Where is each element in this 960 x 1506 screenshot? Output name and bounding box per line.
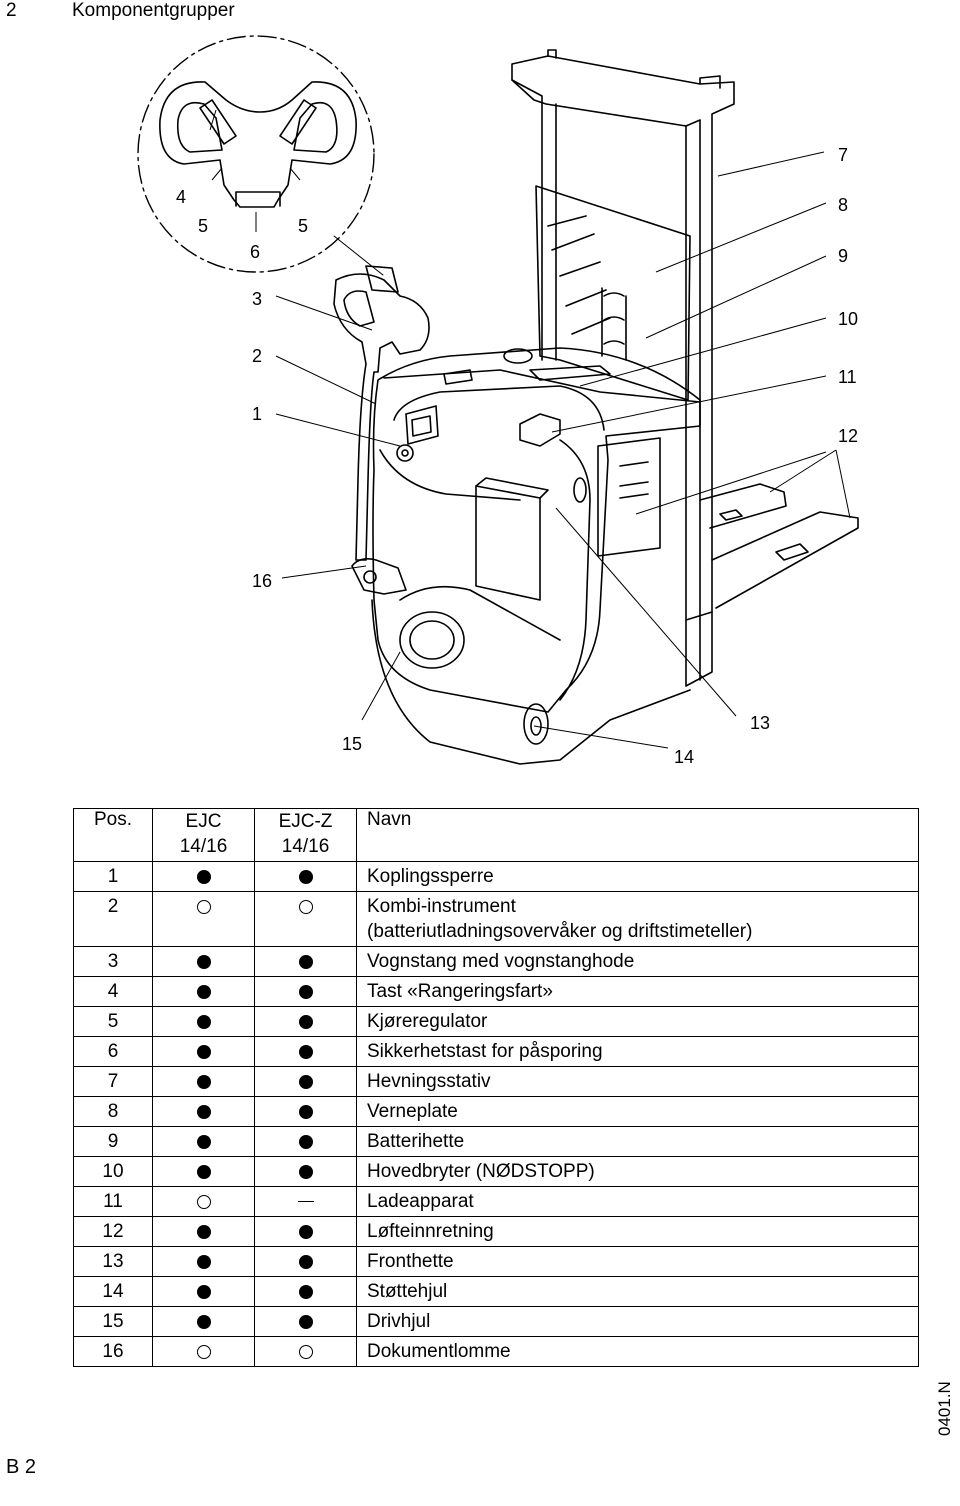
row-ejc-z-mark — [255, 1187, 357, 1217]
row-pos: 10 — [74, 1157, 153, 1187]
row-ejc-mark — [153, 1217, 255, 1247]
row-ejc-z-mark — [255, 1247, 357, 1277]
row-pos: 9 — [74, 1127, 153, 1157]
row-ejc-z-mark — [255, 1217, 357, 1247]
callout-12: 12 — [838, 426, 859, 446]
standard-dot-icon — [299, 1225, 313, 1239]
row-name: Sikkerhetstast for påsporing — [357, 1037, 919, 1067]
component-table — [73, 808, 919, 1367]
row-name: Støttehjul — [357, 1277, 919, 1307]
callout-10: 10 — [838, 309, 859, 329]
standard-dot-icon — [197, 1285, 211, 1299]
table-row — [74, 1007, 919, 1037]
row-ejc-mark — [153, 1067, 255, 1097]
table-row — [74, 1217, 919, 1247]
standard-dot-icon — [197, 1255, 211, 1269]
table-row — [74, 1037, 919, 1067]
row-pos: 14 — [74, 1277, 153, 1307]
row-pos: 8 — [74, 1097, 153, 1127]
page-number: B 2 — [6, 1456, 37, 1478]
row-ejc-z-mark — [255, 862, 357, 892]
row-ejc-z-mark — [255, 1097, 357, 1127]
section-number: 2 — [6, 0, 17, 21]
callout-8: 8 — [838, 195, 849, 215]
row-name: Hevningsstativ — [357, 1067, 919, 1097]
standard-dot-icon — [299, 1315, 313, 1329]
table-header-row — [74, 809, 919, 862]
row-ejc-z-mark — [255, 1067, 357, 1097]
table-row — [74, 1067, 919, 1097]
callout-16: 16 — [252, 571, 273, 591]
row-pos: 15 — [74, 1307, 153, 1337]
row-pos: 6 — [74, 1037, 153, 1067]
row-ejc-mark — [153, 1307, 255, 1337]
row-name: Kjøreregulator — [357, 1007, 919, 1037]
callout-1: 1 — [252, 404, 263, 424]
standard-dot-icon — [299, 955, 313, 969]
standard-dot-icon — [299, 1255, 313, 1269]
table-row — [74, 1097, 919, 1127]
callout-15: 15 — [342, 734, 363, 754]
row-ejc-mark — [153, 1127, 255, 1157]
row-name: Drivhjul — [357, 1307, 919, 1337]
document-code: 0401.N — [935, 1381, 954, 1436]
row-name: Ladeapparat — [357, 1187, 919, 1217]
section-title: Komponentgrupper — [72, 0, 235, 21]
row-pos: 5 — [74, 1007, 153, 1037]
callout-14: 14 — [674, 747, 695, 767]
standard-dot-icon — [299, 1015, 313, 1029]
standard-dot-icon — [197, 1315, 211, 1329]
row-ejc-mark — [153, 1247, 255, 1277]
row-ejc-z-mark — [255, 1157, 357, 1187]
row-name: Kombi-instrument (batteriutladningsovervåker og driftstimeteller) — [357, 892, 919, 947]
standard-dot-icon — [197, 1075, 211, 1089]
callout-3: 3 — [252, 289, 263, 309]
standard-dot-icon — [299, 870, 313, 884]
row-ejc-mark — [153, 1337, 255, 1367]
detail-connector — [334, 236, 383, 275]
row-pos: 7 — [74, 1067, 153, 1097]
row-ejc-z-mark — [255, 1337, 357, 1367]
standard-dot-icon — [299, 985, 313, 999]
row-ejc-mark — [153, 977, 255, 1007]
row-name: Batterihette — [357, 1127, 919, 1157]
row-pos: 1 — [74, 862, 153, 892]
row-pos: 11 — [74, 1187, 153, 1217]
row-ejc-z-mark — [255, 1277, 357, 1307]
row-ejc-z-mark — [255, 1307, 357, 1337]
standard-dot-icon — [299, 1165, 313, 1179]
standard-dot-icon — [299, 1075, 313, 1089]
standard-dot-icon — [197, 1165, 211, 1179]
row-name: Vognstang med vognstanghode — [357, 947, 919, 977]
row-pos: 13 — [74, 1247, 153, 1277]
row-ejc-z-mark — [255, 977, 357, 1007]
table-row — [74, 1307, 919, 1337]
header-pos: Pos. — [74, 809, 153, 862]
table-row — [74, 1277, 919, 1307]
table-row — [74, 947, 919, 977]
row-pos: 4 — [74, 977, 153, 1007]
row-name: Hovedbryter (NØDSTOPP) — [357, 1157, 919, 1187]
callout-2: 2 — [252, 346, 263, 366]
row-ejc-mark — [153, 1187, 255, 1217]
table-row — [74, 1187, 919, 1217]
header-name: Navn — [357, 809, 919, 862]
row-ejc-z-mark — [255, 1037, 357, 1067]
row-ejc-mark — [153, 892, 255, 947]
not-available-dash-icon — [298, 1201, 314, 1202]
standard-dot-icon — [197, 1015, 211, 1029]
standard-dot-icon — [197, 1135, 211, 1149]
row-ejc-mark — [153, 862, 255, 892]
callout-9: 9 — [838, 246, 849, 266]
row-name: Fronthette — [357, 1247, 919, 1277]
row-name: Koplingssperre — [357, 862, 919, 892]
standard-dot-icon — [197, 1045, 211, 1059]
table-row — [74, 892, 919, 947]
row-name: Løfteinnretning — [357, 1217, 919, 1247]
optional-circle-icon — [299, 1345, 313, 1359]
header-ejc-z: EJC-Z 14/16 — [255, 809, 357, 862]
table-row — [74, 1127, 919, 1157]
table-row — [74, 1247, 919, 1277]
callout-5-left: 5 — [198, 216, 209, 236]
row-name: Tast «Rangeringsfart» — [357, 977, 919, 1007]
detail-circle — [138, 36, 374, 272]
standard-dot-icon — [197, 1225, 211, 1239]
standard-dot-icon — [197, 985, 211, 999]
optional-circle-icon — [197, 1195, 211, 1209]
row-ejc-mark — [153, 1277, 255, 1307]
row-name: Dokumentlomme — [357, 1337, 919, 1367]
table-row — [74, 862, 919, 892]
row-pos: 2 — [74, 892, 153, 947]
callout-6: 6 — [250, 242, 261, 262]
header-ejc: EJC 14/16 — [153, 809, 255, 862]
standard-dot-icon — [299, 1285, 313, 1299]
callout-4: 4 — [176, 187, 187, 207]
table-row — [74, 1157, 919, 1187]
standard-dot-icon — [299, 1105, 313, 1119]
row-ejc-mark — [153, 1007, 255, 1037]
row-ejc-mark — [153, 1157, 255, 1187]
optional-circle-icon — [197, 1345, 211, 1359]
row-ejc-z-mark — [255, 947, 357, 977]
callout-7: 7 — [838, 145, 849, 165]
standard-dot-icon — [197, 955, 211, 969]
row-name: Verneplate — [357, 1097, 919, 1127]
table-row — [74, 977, 919, 1007]
standard-dot-icon — [197, 870, 211, 884]
row-ejc-mark — [153, 1037, 255, 1067]
optional-circle-icon — [197, 900, 211, 914]
row-pos: 12 — [74, 1217, 153, 1247]
row-pos: 16 — [74, 1337, 153, 1367]
callout-13: 13 — [750, 713, 771, 733]
callout-5-right: 5 — [298, 216, 309, 236]
table-row — [74, 1337, 919, 1367]
row-ejc-z-mark — [255, 1007, 357, 1037]
row-ejc-z-mark — [255, 1127, 357, 1157]
row-ejc-mark — [153, 947, 255, 977]
standard-dot-icon — [299, 1135, 313, 1149]
standard-dot-icon — [197, 1105, 211, 1119]
row-ejc-z-mark — [255, 892, 357, 947]
row-ejc-mark — [153, 1097, 255, 1127]
row-pos: 3 — [74, 947, 153, 977]
standard-dot-icon — [299, 1045, 313, 1059]
callout-11: 11 — [838, 367, 857, 387]
optional-circle-icon — [299, 900, 313, 914]
